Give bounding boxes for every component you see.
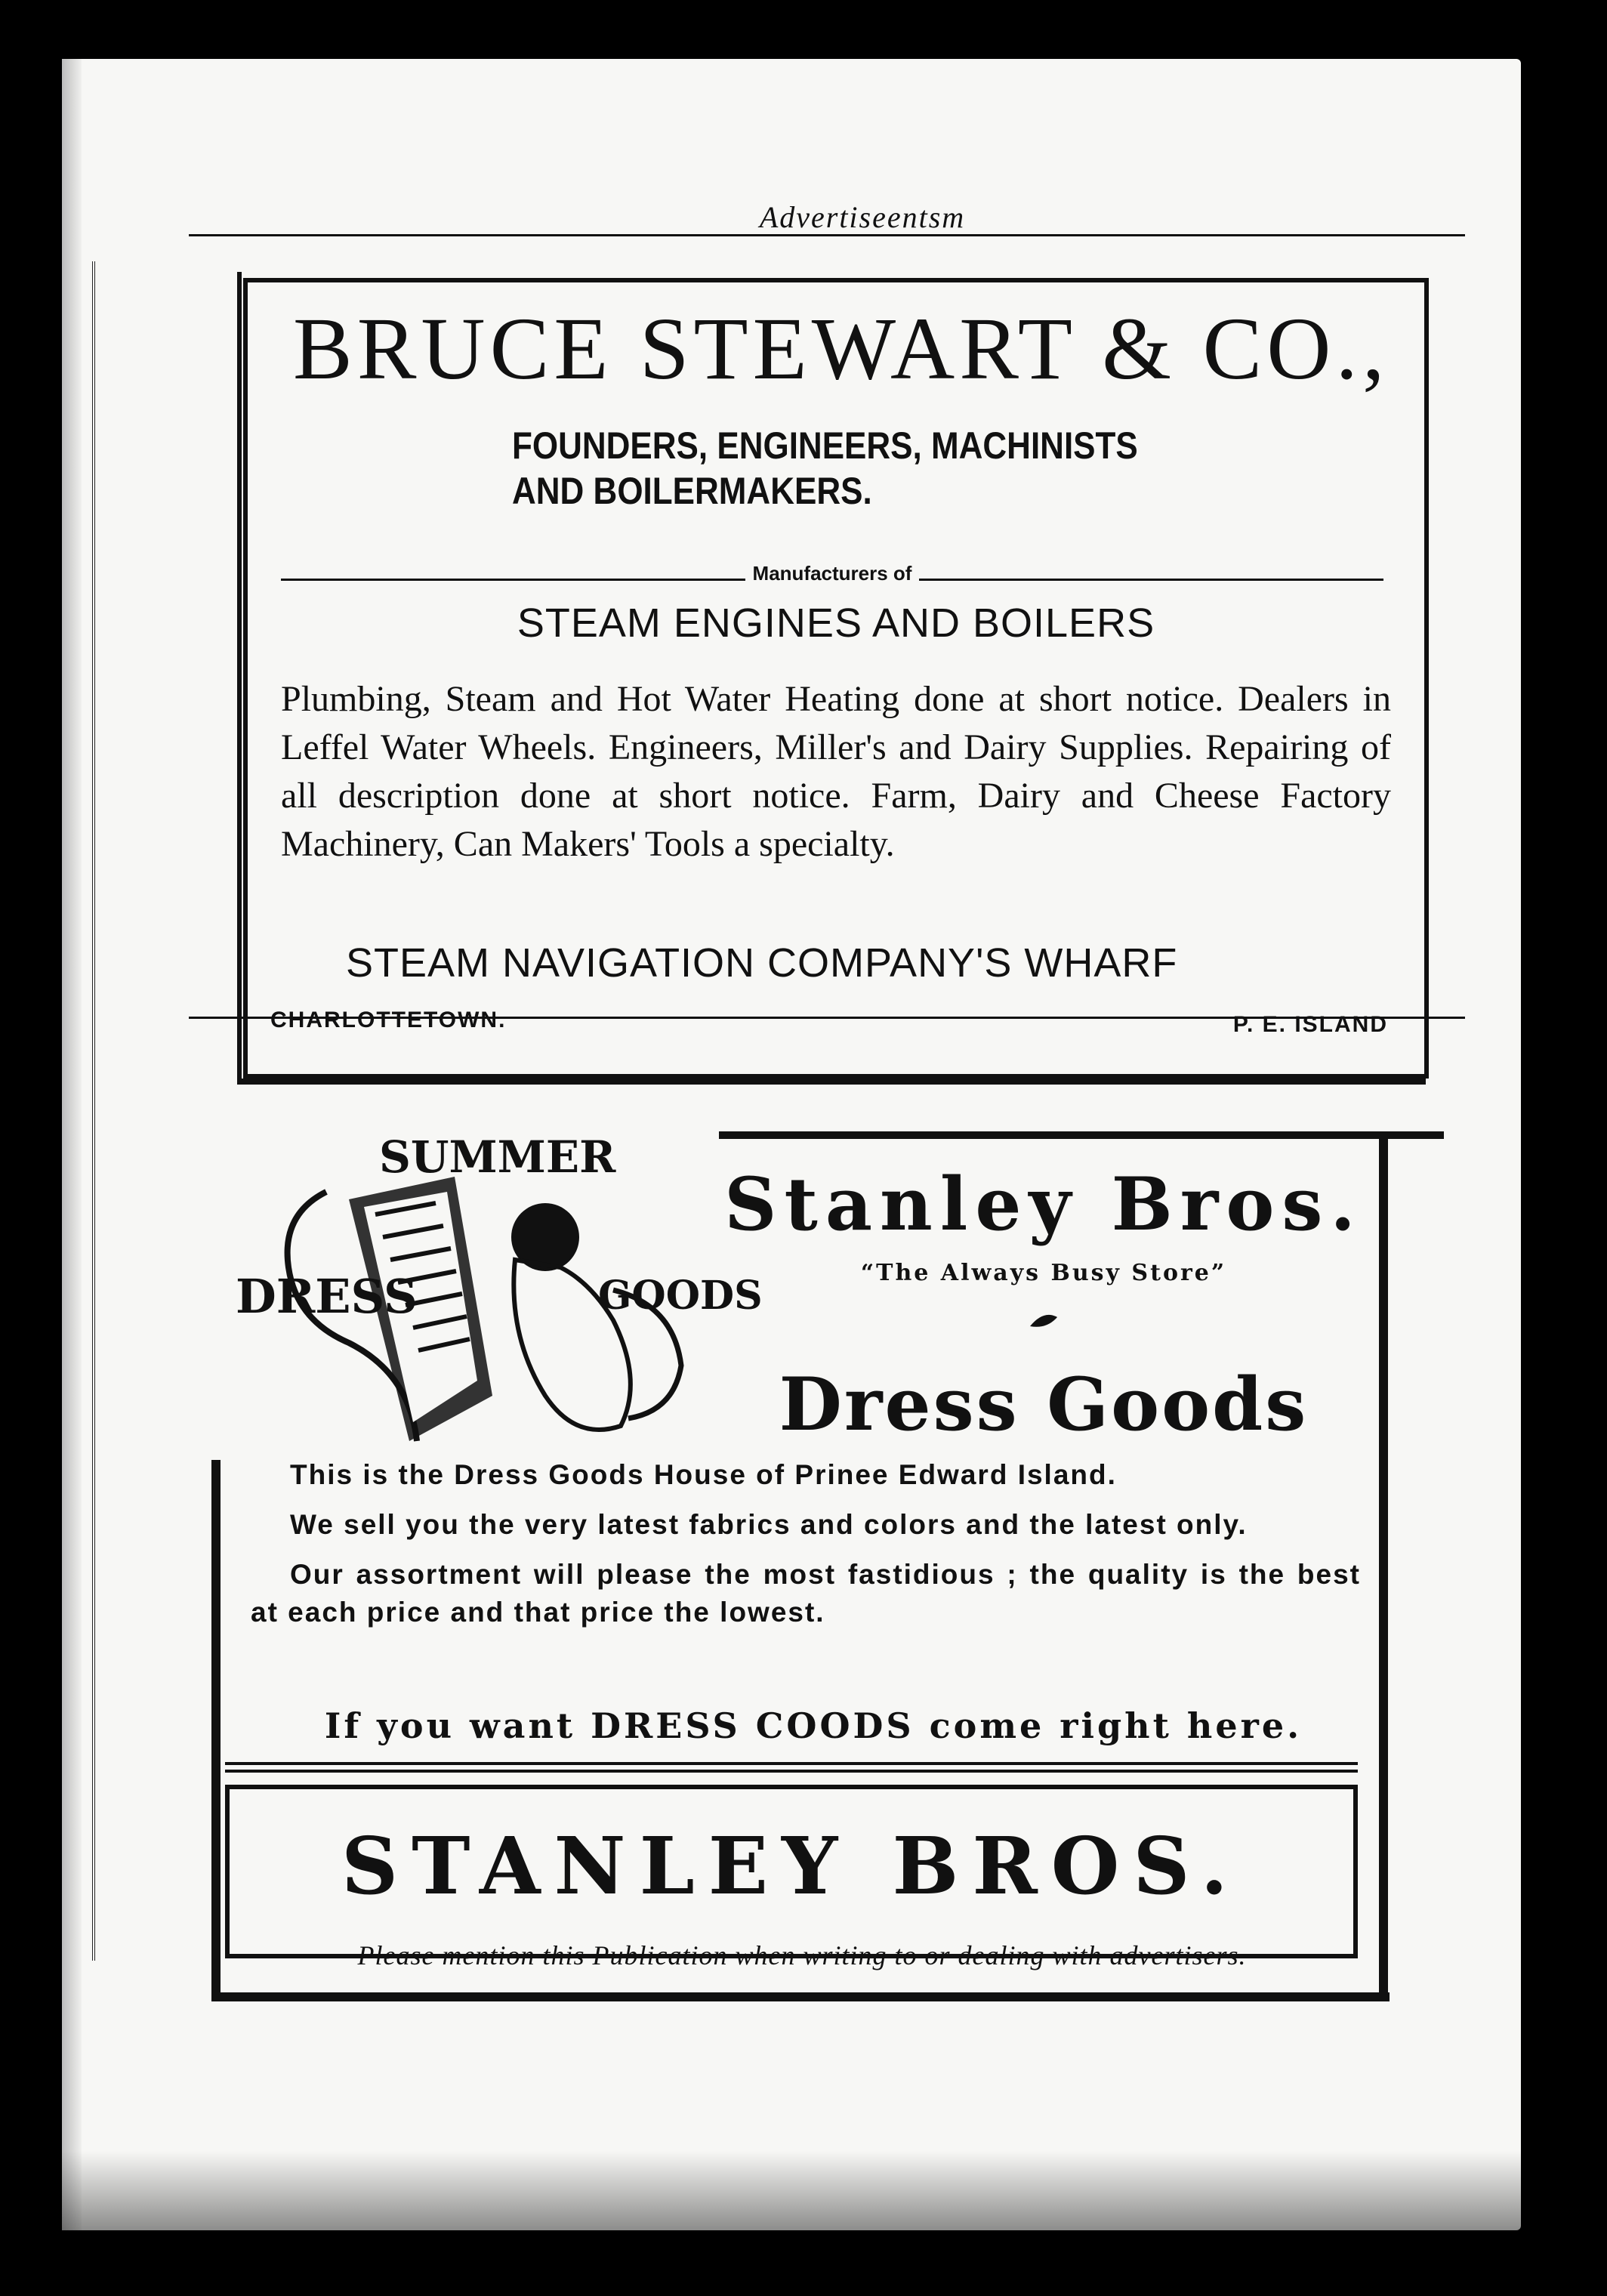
bruce-subtitle <box>512 423 1177 514</box>
bruce-subtitle-line1: FOUNDERS, ENGINEERS, MACHINISTS <box>512 424 1138 467</box>
stanley-paragraph-1: This is the Dress Goods House of Prinee Edward Island. <box>290 1459 1117 1490</box>
page-bottom-shadow <box>62 2151 1521 2234</box>
stanley-double-rule <box>225 1762 1358 1773</box>
stanley-frame-top <box>719 1131 1444 1139</box>
stanley-frame-bottom <box>211 1992 1390 2001</box>
bruce-province: P. E. ISLAND <box>1232 1012 1388 1037</box>
bruce-title: BRUCE STEWART & CO., <box>293 299 1390 398</box>
stanley-paragraph-3: Our assortment will please the most fastidious ; the quality is the best at each price and that price the lowest. <box>251 1559 1361 1628</box>
bruce-product: STEAM ENGINES AND BOILERS <box>517 600 1155 646</box>
illustration-summer-label: SUMMER <box>379 1131 616 1183</box>
manufacturers-line <box>281 579 1383 581</box>
bruce-stewart-ad <box>243 278 1429 1079</box>
running-head: Advertiseentsm <box>759 200 966 234</box>
stanley-name: Stanley Bros. <box>724 1162 1363 1247</box>
stanley-frame-left <box>211 1460 221 2000</box>
leaf-ornament-icon <box>1027 1313 1060 1329</box>
illustration-dress-label: DRESS <box>236 1269 418 1324</box>
facing-page-border <box>62 261 95 1961</box>
dress-goods-heading: Dress Goods <box>779 1362 1309 1447</box>
stanley-body <box>251 1456 1361 1643</box>
bruce-city: CHARLOTTETOWN. <box>270 1008 507 1032</box>
stanley-banner <box>225 1785 1358 1958</box>
bruce-body-text: Plumbing, Steam and Hot Water Heating done at short notice. Dealers in Leffel Water Wheels. Engineers, Miller's and Dairy Supplies. Repairing of all description done at short notice. Farm, Dairy and Cheese Factory Machinery, Can Makers' Tools a specialty. <box>281 679 1391 864</box>
summer-dress-goods-illustration <box>221 1124 763 1456</box>
footer-note: Please mention this Publication when writing to or dealing with advertisers. <box>357 1940 1247 1970</box>
stanley-banner-text: STANLEY BROS. <box>341 1819 1241 1912</box>
bruce-subtitle-line2: AND BOILERMAKERS. <box>512 470 872 512</box>
stanley-frame-right <box>1379 1131 1388 2000</box>
manufacturers-rule <box>281 562 1383 598</box>
stanley-tagline: “The Always Busy Store” <box>860 1260 1227 1286</box>
header-rule <box>189 234 1465 236</box>
stanley-call-to-action: If you want DRESS COODS come right here. <box>324 1705 1303 1746</box>
illustration-goods-label: GOODS <box>598 1273 763 1319</box>
stanley-paragraph-2: We sell you the very latest fabrics and colors and the latest only. <box>290 1509 1248 1540</box>
manufacturers-label: Manufacturers of <box>745 562 920 585</box>
bruce-location: STEAM NAVIGATION COMPANY'S WHARF <box>346 940 1178 986</box>
document-page <box>62 59 1521 2230</box>
